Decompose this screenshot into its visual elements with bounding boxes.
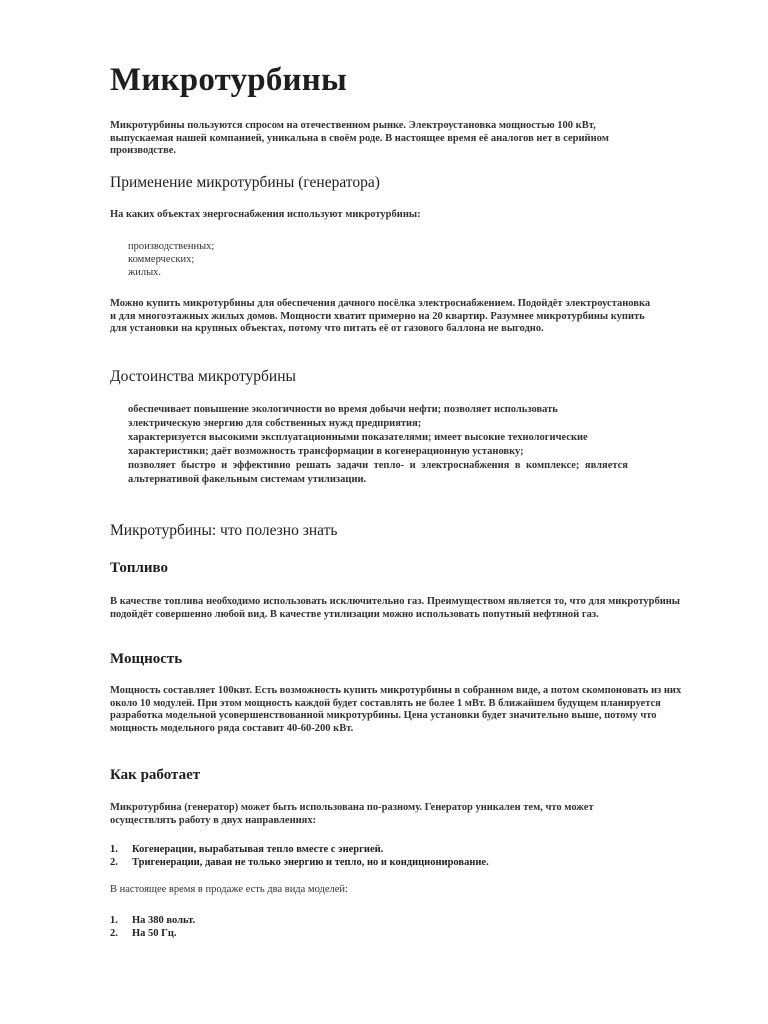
application-lead: На каких объектах энергоснабжения используют микротурбины:: [110, 209, 421, 220]
page-title: Микротурбины: [110, 62, 347, 98]
list-item: 2. Тригенерации, давая не только энергию и тепло, но и кондиционирование.: [110, 857, 489, 868]
power-heading: Мощность: [110, 651, 183, 667]
advantages-heading: Достоинства микротурбины: [110, 368, 296, 385]
list-item: обеспечивает повышение экологичности во время добычи нефти; позволяет использовать электрическую энергию для собственных нужд предприятия;: [128, 404, 558, 429]
list-item: производственных;: [128, 241, 215, 252]
list-item: 2. На 50 Гц.: [110, 928, 177, 939]
list-item: жилых.: [128, 267, 162, 278]
models-text: В настоящее время в продаже есть два вида моделей:: [110, 884, 348, 895]
application-list: [128, 240, 214, 279]
how-list: [110, 843, 489, 869]
models-list: [110, 914, 195, 940]
list-item: 1. Когенерации, вырабатывая тепло вместе с энергией.: [110, 844, 384, 855]
advantages-list: [128, 403, 628, 487]
fuel-text: В качестве топлива необходимо использовать исключительно газ. Преимуществом является то, что для микротурбины подойдёт совершенно любой вид. В качестве утилизации можно использовать попутный нефтяной газ.: [110, 596, 680, 620]
useful-heading: Микротурбины: что полезно знать: [110, 522, 338, 539]
intro-paragraph: Микротурбины пользуются спросом на отечественном рынке. Электроустановка мощностью 100 кВт, выпускаемая нашей компанией, уникальна в своём роде. В настоящее время её аналогов нет в серийном производстве.: [110, 120, 609, 156]
list-item: позволяет быстро и эффективно решать задачи тепло- и электроснабжения в комплексе; является альтернативой факельным системам утилизации.: [128, 460, 628, 485]
power-text: Мощность составляет 100квт. Есть возможность купить микротурбины в собранном виде, а потом скомпоновать из них около 10 модулей. При этом мощность каждой будет составлять не более 1 мВт. В ближайшем будущем планируется разработка модельной усовершенствованной микротурбины. Цена установки будет значительно выше, потому что мощность модельного ряда составит 40-60-200 кВт.: [110, 685, 682, 734]
how-text: Микротурбина (генератор) может быть использована по-разному. Генератор уникален тем, что может осуществлять работу в двух направлениях:: [110, 802, 594, 826]
list-item: 1. На 380 вольт.: [110, 915, 196, 926]
application-heading: Применение микротурбины (генератора): [110, 174, 380, 191]
how-heading: Как работает: [110, 767, 201, 783]
list-item: характеризуется высокими эксплуатационными показателями; имеет высокие технологические характеристики; даёт возможность трансформации в когенерационную установку;: [128, 432, 588, 457]
list-item: коммерческих;: [128, 254, 195, 265]
fuel-heading: Топливо: [110, 560, 169, 576]
application-text: Можно купить микротурбины для обеспечения дачного посёлка электроснабжением. Подойдёт электроустановка и для многоэтажных жилых домов. Мощности хватит примерно на 20 квартир. Разумнее микротурбины купить для установки на крупных объектах, потому что питать её от газового баллона не выгодно.: [110, 298, 651, 334]
